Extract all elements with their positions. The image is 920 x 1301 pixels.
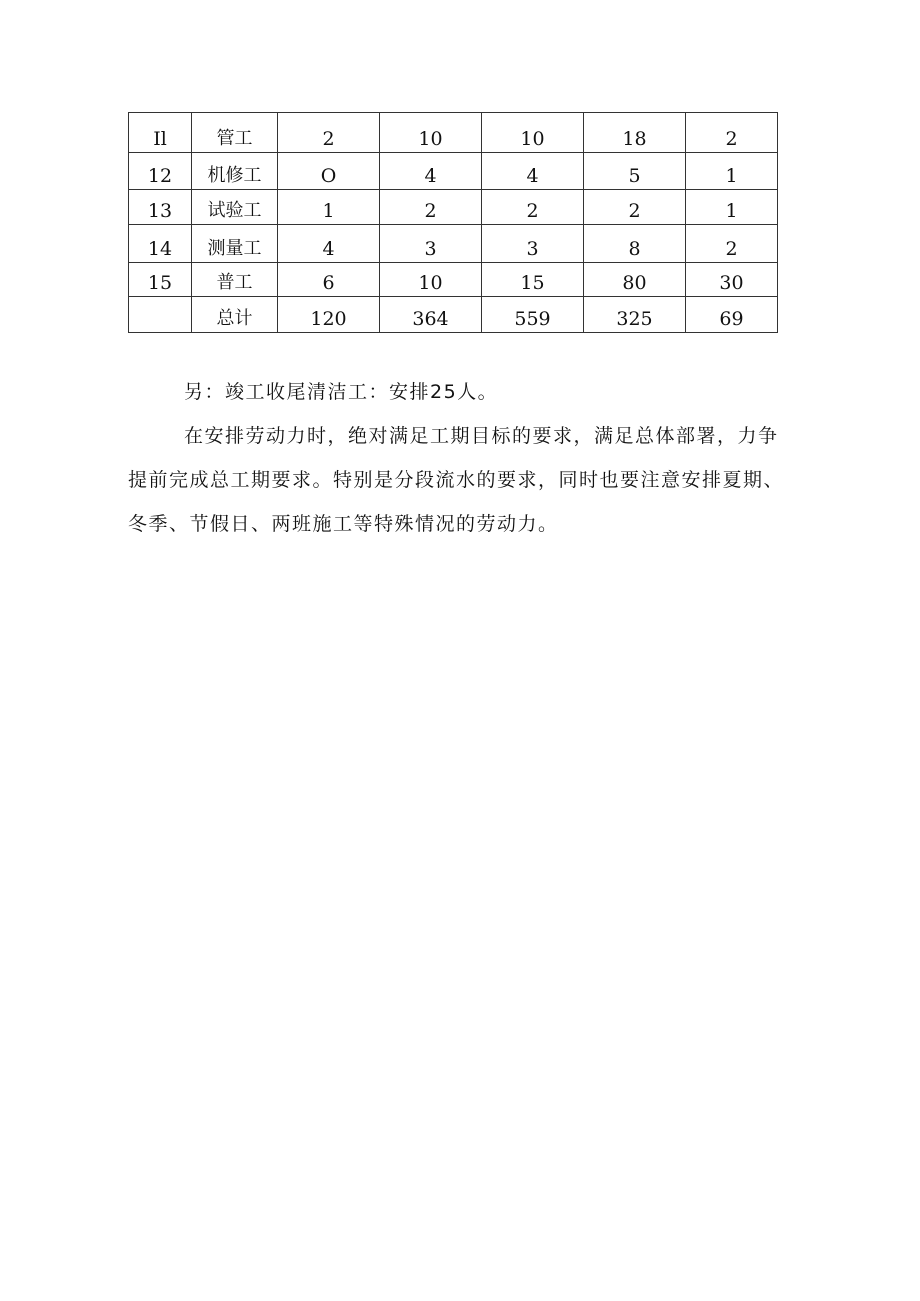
table-total-row — [129, 297, 778, 333]
row-number: Il — [129, 113, 192, 153]
row-number: 15 — [129, 263, 192, 297]
total-cell: 120 — [278, 297, 380, 333]
note-paragraph: 另：竣工收尾清洁工：安排25人。 — [184, 381, 499, 403]
table-cell: 10 — [482, 113, 584, 153]
table-cell: 2 — [686, 225, 778, 263]
table-cell: 2 — [686, 113, 778, 153]
table-cell: 30 — [686, 263, 778, 297]
table-cell: 10 — [380, 263, 482, 297]
total-label: 总计 — [192, 297, 278, 333]
table-cell: 3 — [380, 225, 482, 263]
total-cell: 559 — [482, 297, 584, 333]
total-cell: 325 — [584, 297, 686, 333]
table-row — [129, 153, 778, 190]
table-cell: 1 — [686, 190, 778, 225]
worker-type: 普工 — [192, 263, 278, 297]
row-number — [129, 297, 192, 333]
table-cell: 1 — [278, 190, 380, 225]
row-number: 14 — [129, 225, 192, 263]
body-paragraph: 在安排劳动力时，绝对满足工期目标的要求，满足总体部署，力争提前完成总工期要求。特别是分段流水的要求，同时也要注意安排夏期、冬季、节假日、两班施工等特殊情况的劳动力。 — [128, 425, 785, 535]
total-cell: 69 — [686, 297, 778, 333]
total-cell: 364 — [380, 297, 482, 333]
table-cell: 2 — [584, 190, 686, 225]
table-cell: 18 — [584, 113, 686, 153]
worker-type: 测量工 — [192, 225, 278, 263]
table-cell: 6 — [278, 263, 380, 297]
worker-type: 管工 — [192, 113, 278, 153]
table-row — [129, 263, 778, 297]
table-row — [129, 225, 778, 263]
table-cell: 2 — [482, 190, 584, 225]
row-number: 13 — [129, 190, 192, 225]
table-cell: 4 — [278, 225, 380, 263]
table-cell: 5 — [584, 153, 686, 190]
table-cell: 1 — [686, 153, 778, 190]
table-cell: 2 — [380, 190, 482, 225]
table-cell: 3 — [482, 225, 584, 263]
table-cell: 2 — [278, 113, 380, 153]
table-cell: 8 — [584, 225, 686, 263]
row-number: 12 — [129, 153, 192, 190]
worker-type: 机修工 — [192, 153, 278, 190]
table-cell: 80 — [584, 263, 686, 297]
table-cell: 4 — [380, 153, 482, 190]
table-row — [129, 113, 778, 153]
worker-type: 试验工 — [192, 190, 278, 225]
table-row — [129, 190, 778, 225]
table-cell: 4 — [482, 153, 584, 190]
table-cell: 10 — [380, 113, 482, 153]
labor-table — [128, 112, 778, 333]
table-cell: 15 — [482, 263, 584, 297]
table-cell: O — [278, 153, 380, 190]
